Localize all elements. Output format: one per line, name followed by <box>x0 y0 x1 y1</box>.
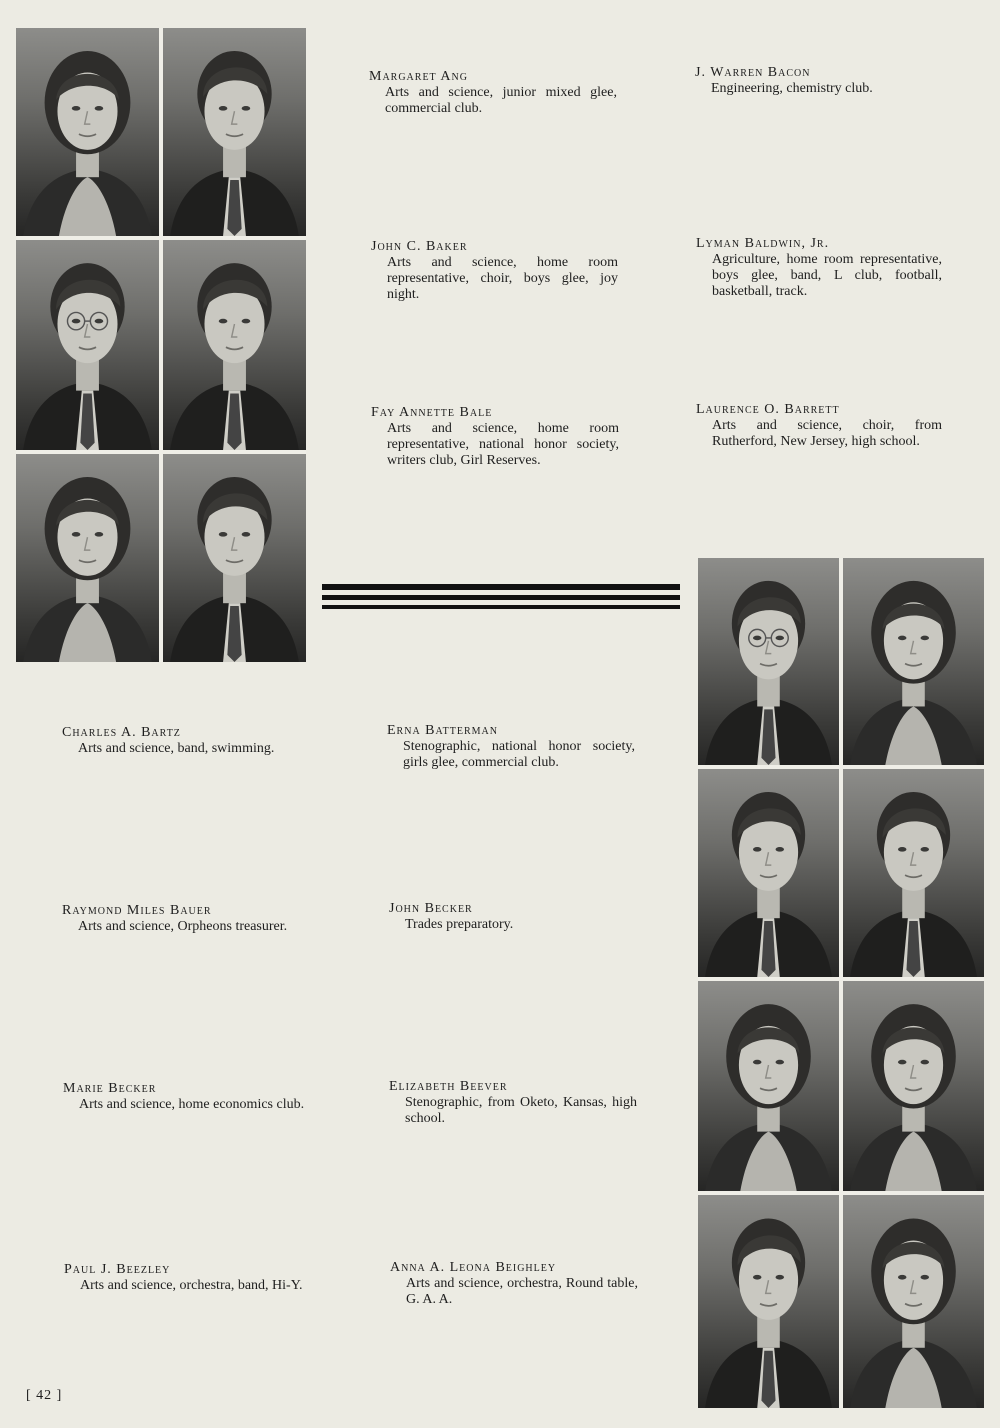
bio-raymond-miles-bauer <box>62 902 310 935</box>
student-activities: Engineering, chemistry club. <box>711 81 873 96</box>
student-activities: Arts and science, orchestra, Round table, G. A. A. <box>406 1276 638 1307</box>
female-portrait-silhouette <box>843 1195 984 1408</box>
bio-lyman-baldwin-jr <box>696 235 942 300</box>
student-activities: Arts and science, home room representative, choir, boys glee, joy night. <box>387 255 618 302</box>
student-name: Raymond Miles Bauer <box>62 903 212 918</box>
student-name: Marie Becker <box>63 1081 157 1096</box>
portrait-photo <box>16 28 159 236</box>
student-name: John C. Baker <box>371 239 468 254</box>
bio-paul-j-beezley <box>64 1261 312 1294</box>
portrait-photo <box>698 769 839 977</box>
student-name: John Becker <box>389 901 473 916</box>
portrait-photo <box>843 558 984 765</box>
female-portrait-silhouette <box>698 981 839 1191</box>
student-activities: Stenographic, from Oketo, Kansas, high school. <box>405 1095 637 1126</box>
portrait-photo <box>843 769 984 977</box>
portrait-photo <box>698 1195 839 1408</box>
bio-charles-a-bartz <box>62 724 308 757</box>
male-portrait-silhouette <box>698 1195 839 1408</box>
student-name: Laurence O. Barrett <box>696 402 840 417</box>
student-name: J. Warren Bacon <box>695 65 811 80</box>
student-activities: Stenographic, national honor society, girls glee, commercial club. <box>403 739 635 770</box>
bio-erna-batterman <box>387 722 635 771</box>
bio-fay-annette-bale <box>371 404 619 469</box>
page-number: [ 42 ] <box>26 1388 63 1403</box>
photo-panel-top-left <box>16 28 306 662</box>
photo-panel-bottom-right <box>698 558 984 1408</box>
portrait-photo <box>16 454 159 662</box>
divider-bars <box>322 584 680 614</box>
portrait-photo <box>163 28 306 236</box>
male-portrait-silhouette <box>163 28 306 236</box>
female-portrait-silhouette <box>16 28 159 236</box>
student-name: Margaret Ang <box>369 69 468 84</box>
portrait-photo <box>163 240 306 450</box>
student-name: Erna Batterman <box>387 723 498 738</box>
bio-anna-a-leona-beighley <box>390 1259 638 1308</box>
bio-marie-becker <box>63 1080 311 1113</box>
male-portrait-silhouette <box>698 558 839 765</box>
female-portrait-silhouette <box>843 981 984 1191</box>
student-activities: Arts and science, band, swimming. <box>78 741 275 756</box>
student-name: Lyman Baldwin, Jr. <box>696 236 830 251</box>
bio-margaret-ang <box>369 68 617 117</box>
male-portrait-silhouette <box>163 240 306 450</box>
bio-j-warren-bacon <box>695 64 943 97</box>
male-portrait-silhouette <box>843 769 984 977</box>
portrait-photo <box>16 240 159 450</box>
portrait-photo <box>163 454 306 662</box>
bio-john-becker <box>389 900 637 933</box>
student-activities: Arts and science, orchestra, band, Hi-Y. <box>80 1278 303 1293</box>
female-portrait-silhouette <box>16 454 159 662</box>
portrait-photo <box>843 1195 984 1408</box>
portrait-photo <box>698 981 839 1191</box>
bio-john-c-baker <box>371 238 618 303</box>
portrait-photo <box>698 558 839 765</box>
student-activities: Arts and science, home economics club. <box>79 1097 305 1112</box>
male-portrait-silhouette <box>698 769 839 977</box>
student-activities: Arts and science, Orpheons treasurer. <box>78 919 288 934</box>
bio-elizabeth-beever <box>389 1078 637 1127</box>
student-activities: Trades preparatory. <box>405 917 514 932</box>
student-activities: Agriculture, home room representative, boys glee, band, L club, football, basketball, track. <box>712 252 942 299</box>
portrait-photo <box>843 981 984 1191</box>
female-portrait-silhouette <box>843 558 984 765</box>
student-name: Charles A. Bartz <box>62 725 181 740</box>
bio-laurence-o-barrett <box>696 401 942 450</box>
male-portrait-silhouette <box>163 454 306 662</box>
student-activities: Arts and science, choir, from Rutherford, New Jersey, high school. <box>712 418 942 449</box>
student-activities: Arts and science, home room representative, national honor society, writers club, Girl Reserves. <box>387 421 619 468</box>
student-name: Elizabeth Beever <box>389 1079 508 1094</box>
student-name: Fay Annette Bale <box>371 405 493 420</box>
male-portrait-silhouette <box>16 240 159 450</box>
student-name: Anna A. Leona Beighley <box>390 1260 557 1275</box>
student-activities: Arts and science, junior mixed glee, commercial club. <box>385 85 617 116</box>
student-name: Paul J. Beezley <box>64 1262 171 1277</box>
